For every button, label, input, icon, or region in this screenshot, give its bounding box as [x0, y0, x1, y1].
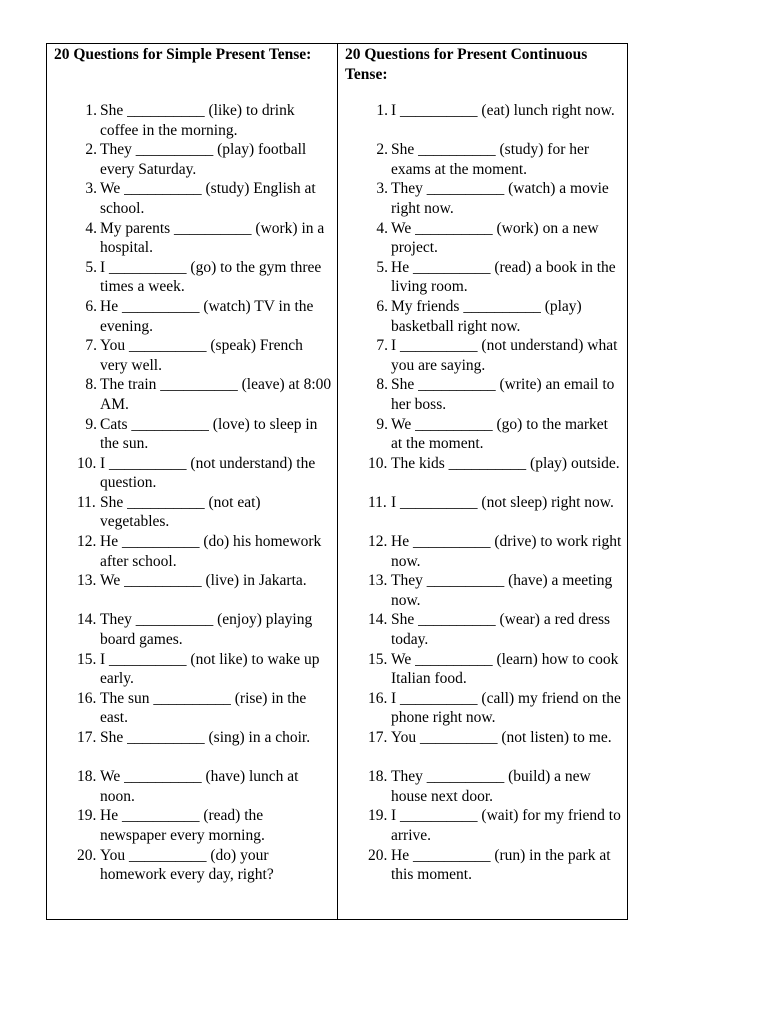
question-item [47, 767, 337, 806]
question-text: He __________ (do) his homework after school. [100, 533, 322, 570]
question-number: 9. [376, 415, 388, 433]
question-text: You __________ (not listen) to me. [391, 729, 612, 746]
question-text: We __________ (go) to the market at the moment. [391, 415, 608, 453]
question-text: They __________ (have) a meeting now. [391, 572, 613, 609]
question-text: The train __________ (leave) at 8:00 AM. [100, 376, 332, 413]
question-number: 14. [77, 611, 97, 629]
question-number: 9. [85, 415, 97, 433]
question-text: I __________ (not like) to wake up early. [100, 650, 320, 688]
question-number: 16. [77, 689, 97, 707]
question-number: 12. [368, 533, 388, 551]
question-number: 10. [368, 454, 388, 472]
question-item [47, 650, 337, 689]
question-item [47, 297, 337, 336]
question-item [338, 532, 627, 571]
question-item [47, 728, 337, 767]
question-number: 3. [85, 180, 97, 198]
question-number: 4. [376, 219, 388, 237]
question-item [338, 336, 627, 375]
question-text: They __________ (enjoy) playing board games. [100, 611, 313, 649]
question-number: 18. [368, 768, 388, 786]
question-number: 2. [85, 141, 97, 159]
question-number: 8. [376, 376, 388, 394]
question-text: I __________ (not understand) what you are saying. [391, 337, 618, 374]
question-number: 7. [85, 337, 97, 355]
question-text: I __________ (wait) for my friend to arrive. [391, 807, 621, 844]
question-item [338, 258, 627, 297]
question-item [338, 767, 627, 806]
question-text: I __________ (not understand) the question. [100, 454, 316, 492]
question-text: She __________ (sing) in a choir. [100, 729, 311, 746]
question-item [338, 846, 627, 885]
question-text: You __________ (do) your homework every day, right? [100, 846, 274, 884]
question-item [47, 336, 337, 375]
question-number: 18. [77, 768, 97, 786]
present-continuous-title: 20 Questions for Present Continuous Tense: [345, 46, 588, 83]
question-item [338, 415, 627, 454]
question-item [338, 375, 627, 414]
question-number: 13. [77, 572, 97, 590]
question-number: 15. [77, 650, 97, 668]
question-text: You __________ (speak) French very well. [100, 337, 303, 374]
question-text: I __________ (eat) lunch right now. [391, 102, 615, 119]
question-number: 10. [77, 454, 97, 472]
question-item [47, 375, 337, 414]
question-number: 19. [368, 807, 388, 825]
question-number: 6. [376, 297, 388, 315]
question-number: 19. [77, 807, 97, 825]
question-text: I __________ (call) my friend on the phone right now. [391, 689, 621, 727]
question-number: 13. [368, 572, 388, 590]
question-item [47, 415, 337, 454]
question-item [47, 454, 337, 493]
present-continuous-question-list [338, 101, 627, 885]
question-text: The sun __________ (rise) in the east. [100, 689, 307, 727]
question-text: He __________ (run) in the park at this moment. [391, 846, 611, 884]
question-text: He __________ (read) a book in the living room. [391, 258, 616, 296]
question-number: 17. [368, 729, 388, 746]
question-number: 3. [376, 180, 388, 198]
question-number: 8. [85, 376, 97, 394]
question-item [47, 846, 337, 885]
question-number: 1. [85, 102, 97, 119]
question-number: 12. [77, 533, 97, 551]
simple-present-column [47, 44, 338, 919]
question-number: 2. [376, 141, 388, 159]
question-item [47, 610, 337, 649]
question-text: He __________ (watch) TV in the evening. [100, 297, 314, 335]
question-item [47, 101, 337, 140]
question-text: We __________ (learn) how to cook Italian food. [391, 650, 619, 688]
question-number: 20. [77, 846, 97, 864]
question-item [338, 728, 627, 767]
question-text: She __________ (not eat) vegetables. [100, 493, 261, 531]
question-text: I __________ (not sleep) right now. [391, 493, 614, 511]
question-item [338, 219, 627, 258]
question-text: He __________ (read) the newspaper every morning. [100, 807, 265, 844]
question-text: She __________ (study) for her exams at the moment. [391, 141, 590, 178]
question-number: 6. [85, 297, 97, 315]
question-text: She __________ (like) to drink coffee in the morning. [100, 102, 295, 139]
question-text: My parents __________ (work) in a hospital. [100, 219, 325, 257]
question-number: 11. [77, 493, 96, 511]
question-text: She __________ (wear) a red dress today. [391, 611, 611, 649]
question-item [338, 454, 627, 493]
question-item [338, 806, 627, 845]
question-text: He __________ (drive) to work right now. [391, 533, 622, 570]
question-number: 14. [368, 611, 388, 629]
question-item [338, 493, 627, 532]
question-number: 11. [368, 493, 387, 511]
question-number: 5. [85, 258, 97, 276]
question-text: We __________ (study) English at school. [100, 180, 316, 217]
question-text: We __________ (have) lunch at noon. [100, 768, 299, 805]
question-text: They __________ (build) a new house next door. [391, 768, 591, 805]
question-text: I __________ (go) to the gym three times a week. [100, 258, 322, 296]
question-number: 4. [85, 219, 97, 237]
question-number: 15. [368, 650, 388, 668]
question-text: My friends __________ (play) basketball right now. [391, 297, 582, 335]
question-item [338, 650, 627, 689]
question-text: They __________ (play) football every Saturday. [100, 141, 307, 178]
question-item [47, 219, 337, 258]
question-item [338, 101, 627, 140]
question-item [47, 571, 337, 610]
question-text: We __________ (work) on a new project. [391, 219, 599, 257]
question-item [47, 258, 337, 297]
worksheet-table [46, 43, 628, 920]
question-item [338, 610, 627, 649]
question-number: 20. [368, 846, 388, 864]
question-item [338, 179, 627, 218]
question-item [47, 140, 337, 179]
question-number: 16. [368, 689, 388, 707]
question-number: 17. [77, 729, 97, 746]
question-number: 5. [376, 258, 388, 276]
question-item [338, 571, 627, 610]
question-item [47, 493, 337, 532]
question-text: Cats __________ (love) to sleep in the sun. [100, 415, 318, 453]
question-item [338, 297, 627, 336]
question-text: She __________ (write) an email to her boss. [391, 376, 615, 413]
question-text: They __________ (watch) a movie right now. [391, 180, 609, 217]
simple-present-question-list [47, 101, 337, 885]
question-text: We __________ (live) in Jakarta. [100, 572, 307, 590]
question-item [338, 140, 627, 179]
simple-present-title: 20 Questions for Simple Present Tense: [54, 46, 312, 63]
present-continuous-column [338, 44, 627, 919]
question-item [47, 532, 337, 571]
question-item [47, 806, 337, 845]
question-text: The kids __________ (play) outside. [391, 454, 620, 472]
question-item [338, 689, 627, 728]
question-number: 7. [376, 337, 388, 355]
question-number: 1. [376, 102, 388, 119]
question-item [47, 689, 337, 728]
question-item [47, 179, 337, 218]
